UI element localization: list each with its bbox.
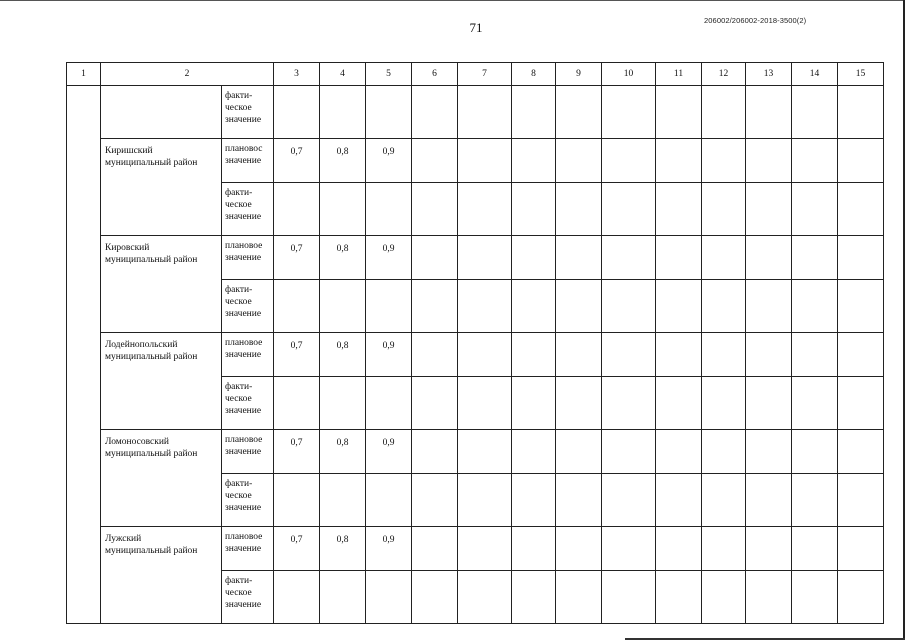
value-cell — [458, 280, 512, 333]
value-cell — [838, 183, 884, 236]
value-cell — [274, 377, 320, 430]
value-cell — [746, 333, 792, 377]
value-cell — [556, 183, 602, 236]
column-header: 12 — [702, 63, 746, 86]
value-cell: 0,9 — [366, 333, 412, 377]
fact-label: факти- ческое значение — [222, 474, 274, 527]
value-cell — [556, 527, 602, 571]
fact-label: факти- ческое значение — [222, 280, 274, 333]
value-cell — [274, 280, 320, 333]
value-cell: 0,9 — [366, 139, 412, 183]
value-cell — [458, 377, 512, 430]
value-cell — [458, 527, 512, 571]
name-cell — [101, 86, 222, 139]
value-cell — [838, 571, 884, 624]
value-cell: 0,9 — [366, 430, 412, 474]
value-cell — [702, 333, 746, 377]
value-cell — [556, 474, 602, 527]
value-cell — [458, 430, 512, 474]
value-cell — [838, 377, 884, 430]
value-cell — [838, 236, 884, 280]
value-cell — [602, 333, 656, 377]
column-header: 1 — [67, 63, 101, 86]
value-cell — [792, 183, 838, 236]
value-cell — [838, 527, 884, 571]
plan-label: плановое значение — [222, 527, 274, 571]
value-cell: 0,7 — [274, 430, 320, 474]
value-cell — [702, 527, 746, 571]
value-cell — [458, 333, 512, 377]
column-header: 6 — [412, 63, 458, 86]
fact-label: факти- ческое значение — [222, 377, 274, 430]
table-row — [67, 333, 884, 377]
value-cell — [602, 474, 656, 527]
value-cell — [792, 86, 838, 139]
value-cell — [602, 236, 656, 280]
fact-label: факти- ческое значение — [222, 571, 274, 624]
value-cell — [602, 280, 656, 333]
value-cell — [412, 333, 458, 377]
value-cell — [556, 430, 602, 474]
value-cell — [746, 139, 792, 183]
value-cell — [746, 86, 792, 139]
value-cell — [702, 280, 746, 333]
value-cell: 0,9 — [366, 236, 412, 280]
value-cell — [656, 280, 702, 333]
value-cell — [838, 430, 884, 474]
value-cell — [656, 236, 702, 280]
column-header: 8 — [512, 63, 556, 86]
value-cell — [458, 86, 512, 139]
value-cell — [602, 139, 656, 183]
value-cell — [512, 333, 556, 377]
value-cell — [458, 183, 512, 236]
value-cell — [512, 139, 556, 183]
column-header: 11 — [656, 63, 702, 86]
value-cell — [458, 571, 512, 624]
district-name: Лодейнопольский муниципальный район — [101, 333, 222, 430]
value-cell — [556, 377, 602, 430]
value-cell — [838, 474, 884, 527]
value-cell: 0,9 — [366, 527, 412, 571]
value-cell — [412, 474, 458, 527]
value-cell — [702, 571, 746, 624]
table-row — [67, 139, 884, 183]
value-cell — [412, 183, 458, 236]
data-table — [66, 62, 884, 624]
column-header: 14 — [792, 63, 838, 86]
value-cell: 0,7 — [274, 236, 320, 280]
value-cell — [412, 86, 458, 139]
value-cell — [746, 571, 792, 624]
value-cell — [512, 236, 556, 280]
document-code: 206002/206002-2018-3500(2) — [704, 16, 807, 25]
value-cell — [702, 236, 746, 280]
value-cell — [512, 280, 556, 333]
value-cell — [366, 377, 412, 430]
table-row — [67, 430, 884, 474]
value-cell — [556, 86, 602, 139]
value-cell — [320, 377, 366, 430]
number-cell — [67, 86, 101, 624]
value-cell — [512, 430, 556, 474]
table-row — [67, 236, 884, 280]
value-cell — [320, 571, 366, 624]
value-cell — [656, 430, 702, 474]
district-name: Ломоносовский муниципальный район — [101, 430, 222, 527]
value-cell — [602, 183, 656, 236]
value-cell — [366, 183, 412, 236]
value-cell — [746, 377, 792, 430]
value-cell — [512, 527, 556, 571]
value-cell — [556, 333, 602, 377]
value-cell — [366, 571, 412, 624]
value-cell — [702, 86, 746, 139]
value-cell — [792, 377, 838, 430]
value-cell — [656, 474, 702, 527]
value-cell — [602, 86, 656, 139]
value-cell — [702, 183, 746, 236]
value-cell — [274, 474, 320, 527]
value-cell — [746, 430, 792, 474]
value-cell — [792, 333, 838, 377]
fact-label: факти- ческое значение — [222, 86, 274, 139]
page-number: 71 — [469, 20, 483, 35]
header-row — [67, 63, 884, 86]
page-top-edge — [0, 0, 905, 1]
value-cell — [656, 86, 702, 139]
value-cell — [656, 333, 702, 377]
value-cell — [746, 474, 792, 527]
district-name: Кировский муниципальный район — [101, 236, 222, 333]
column-header: 9 — [556, 63, 602, 86]
value-cell — [746, 527, 792, 571]
fact-label: факти- ческое значение — [222, 183, 274, 236]
value-cell — [602, 430, 656, 474]
column-header: 4 — [320, 63, 366, 86]
value-cell — [512, 474, 556, 527]
value-cell — [702, 430, 746, 474]
value-cell — [792, 571, 838, 624]
value-cell — [746, 183, 792, 236]
value-cell — [512, 86, 556, 139]
value-cell — [792, 474, 838, 527]
column-header: 5 — [366, 63, 412, 86]
value-cell — [412, 139, 458, 183]
value-cell — [838, 280, 884, 333]
value-cell: 0,7 — [274, 527, 320, 571]
value-cell — [792, 430, 838, 474]
column-header: 7 — [458, 63, 512, 86]
plan-label: плановое значение — [222, 236, 274, 280]
value-cell — [512, 377, 556, 430]
value-cell — [838, 333, 884, 377]
value-cell — [366, 474, 412, 527]
column-header: 2 — [101, 63, 274, 86]
plan-label: плановое значение — [222, 430, 274, 474]
value-cell — [556, 236, 602, 280]
value-cell — [746, 236, 792, 280]
value-cell — [274, 183, 320, 236]
value-cell — [656, 527, 702, 571]
district-name: Лужский муниципальный район — [101, 527, 222, 624]
value-cell — [458, 139, 512, 183]
value-cell — [320, 474, 366, 527]
value-cell — [412, 280, 458, 333]
value-cell — [512, 183, 556, 236]
value-cell — [320, 86, 366, 139]
value-cell — [512, 571, 556, 624]
value-cell — [656, 571, 702, 624]
value-cell — [792, 280, 838, 333]
column-header: 15 — [838, 63, 884, 86]
plan-label: плановос значение — [222, 139, 274, 183]
value-cell — [702, 139, 746, 183]
value-cell: 0,8 — [320, 236, 366, 280]
value-cell: 0,8 — [320, 139, 366, 183]
value-cell — [274, 571, 320, 624]
value-cell — [412, 430, 458, 474]
table-row — [67, 527, 884, 571]
value-cell — [458, 236, 512, 280]
value-cell — [366, 86, 412, 139]
value-cell — [458, 474, 512, 527]
value-cell — [556, 280, 602, 333]
table-row — [67, 86, 884, 139]
value-cell — [556, 139, 602, 183]
value-cell — [274, 86, 320, 139]
column-header: 13 — [746, 63, 792, 86]
value-cell — [838, 139, 884, 183]
value-cell — [556, 571, 602, 624]
value-cell — [320, 280, 366, 333]
value-cell — [702, 474, 746, 527]
value-cell — [412, 377, 458, 430]
value-cell — [602, 571, 656, 624]
value-cell: 0,8 — [320, 430, 366, 474]
value-cell — [838, 86, 884, 139]
value-cell — [792, 139, 838, 183]
value-cell: 0,7 — [274, 333, 320, 377]
value-cell — [746, 280, 792, 333]
value-cell: 0,8 — [320, 333, 366, 377]
value-cell: 0,7 — [274, 139, 320, 183]
value-cell — [656, 139, 702, 183]
value-cell — [412, 527, 458, 571]
column-header: 3 — [274, 63, 320, 86]
value-cell — [366, 280, 412, 333]
plan-label: плановое значение — [222, 333, 274, 377]
value-cell — [602, 527, 656, 571]
value-cell — [412, 571, 458, 624]
value-cell — [702, 377, 746, 430]
district-name: Киришский муниципальный район — [101, 139, 222, 236]
value-cell — [602, 377, 656, 430]
value-cell — [656, 183, 702, 236]
value-cell — [412, 236, 458, 280]
value-cell — [792, 236, 838, 280]
value-cell — [792, 527, 838, 571]
value-cell — [320, 183, 366, 236]
column-header: 10 — [602, 63, 656, 86]
value-cell: 0,8 — [320, 527, 366, 571]
value-cell — [656, 377, 702, 430]
